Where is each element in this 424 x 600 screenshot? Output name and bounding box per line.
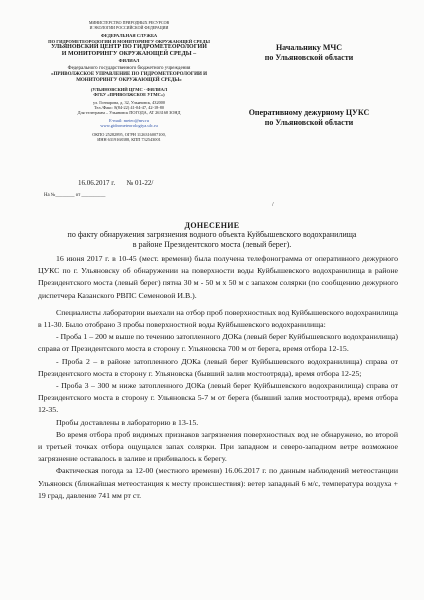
report-body: [38, 253, 398, 502]
document-subtitle: по факту обнаружения загрязнения водного объекта Куйбышевского водохранилища: [67, 230, 357, 239]
recipient-line: Начальнику МЧС: [275, 43, 343, 52]
doc-reference: На №________ от __________: [44, 193, 106, 198]
document-subtitle: в районе Президентского моста (левый берег).: [132, 240, 292, 249]
center-name-line: ФИЛИАЛ: [118, 58, 140, 64]
paragraph-delivery: Пробы доставлены в лабораторию в 13-15.: [56, 417, 199, 427]
handwritten-mark: /: [272, 202, 274, 208]
recipient-line: по Ульяновской области: [264, 118, 354, 127]
paragraph-sample-3: - Проба 3 – 300 м ниже затопленного ДОКа (левый берег Куйбышевского водохранилища) справа от Президентского моста в сторону г. Ульяновска 5-7 м от берега (бывший залив мостоотряда), время отбора 12-35.: [38, 381, 398, 415]
ministry-line: И ЭКОЛОГИИ РОССИЙСКОЙ ФЕДЕРАЦИИ: [89, 25, 169, 30]
doc-date: 16.06.2017 г.: [78, 179, 116, 187]
federal-service-line: ФЕДЕРАЛЬНАЯ СЛУЖБА: [100, 33, 158, 38]
doc-number: № 01-22/: [126, 179, 154, 187]
date-number-line: [78, 179, 153, 187]
institution-line: МОНИТОРИНГУ ОКРУЖАЮЩЕЙ СРЕДЫ»: [76, 77, 182, 83]
recipient-line: Оперативному дежурному ЦУКС: [248, 108, 370, 117]
paragraph-sampling: Специалисты лаборатории выехали на отбор проб поверхностных вод Куйбышевского водохранилища в 11-30. Было отобрано 3 пробы поверхностной воды Куйбышевского водохранилища:: [38, 307, 398, 330]
recipient-line: по Ульяновской области: [264, 53, 354, 62]
institution-line: «ПРИВОЛЖСКОЕ УПРАВЛЕНИЕ ПО ГИДРОМЕТЕОРОЛОГИИ И: [50, 71, 208, 77]
center-name-line: УЛЬЯНОВСКИЙ ЦЕНТР ПО ГИДРОМЕТЕОРОЛОГИИ: [51, 44, 207, 51]
paragraph-sample-1: - Проба 1 – 200 м выше по течению затопленного ДОКа (левый берег Куйбышевского водохранилища) справа от Президентского моста в сторону г. Ульяновска 700 м от берега, время отбора 12-15.: [38, 332, 398, 354]
center-name-line: И МОНИТОРИНГУ ОКРУЖАЮЩЕЙ СРЕДЫ –: [61, 51, 197, 58]
institution-line: Федерального государственного бюджетного учреждения: [67, 65, 191, 71]
paragraph-sample-2: - Проба 2 – в районе затопленного ДОКа (левый берег Куйбышевского водохранилища) справа от Президентского моста в сторону г. Ульяновска (бывший залив мостоотряда), время отбора 12-25;: [38, 356, 398, 378]
recipient-tsuks: [234, 108, 384, 128]
abbr-line: (УЛЬЯНОВСКИЙ ЦГМС - ФИЛИАЛ: [90, 86, 168, 92]
federal-service-line: ПО ГИДРОМЕТЕОРОЛОГИИ И МОНИТОРИНГУ ОКРУЖАЮЩЕЙ СРЕДЫ: [48, 38, 210, 44]
website-link[interactable]: www.gidrometeorologiya.ulc.ru: [100, 123, 158, 129]
document-title: ДОНЕСЕНИЕ: [184, 221, 240, 230]
paragraph-weather: Фактическая погода за 12-00 (местного времени) 16.06.2017 г. по данным наблюдений метеостанции Ульяновск (ближайшая метеостанция к месту происшествия): ветер западный 6 м/с, температура воздуха + 19 град, давление 741 мм рт ст.: [38, 466, 398, 500]
contact-line: Для телеграмм – Ульяновск ПОГОДА, AT 263168 ЗОНД: [77, 110, 181, 116]
email-link[interactable]: E-mail: meteo@mv.ru: [108, 117, 150, 123]
document-title-block: [0, 221, 424, 250]
letterhead: [24, 20, 234, 142]
codes-line: ОКПО 25282895, ОГРН 1126316007100,: [92, 131, 166, 137]
ministry-line: МИНИСТЕРСТВО ПРИРОДНЫХ РЕСУРСОВ: [88, 20, 170, 25]
contact-line: ул. Гончарова, д. 32, Ульяновск, 432000: [92, 99, 166, 105]
recipient-mchs: [234, 43, 384, 63]
codes-line: ИНН 6319168388, КПП 732543001: [97, 136, 161, 142]
abbr-line: ФГБУ «ПРИВОЛЖСКОЕ УГМС»): [93, 92, 165, 98]
paragraph-findings: Во время отбора проб видимых признаков загрязнения поверхностных вод не обнаружено, во второй и третьей точках отбора ощущался запах солярки. При западном и северо-западном ветре возможное загрязнение оставалось в заливе и прибивалось к берегу.: [38, 429, 398, 464]
contact-line: Тел./Факс: 8(84-22) 41-04-47, 42-18-80: [93, 105, 164, 111]
paragraph-report: 16 июня 2017 г. в 10-45 (мест. времени) была получена телефонограмма от оперативного дежурного ЦУКС по г. Ульяновску об обнаружении на поверхности воды Куйбышевского водохранилища в районе Президентского моста (левый берег) пятна 30 м - 50 м х 50 м с запахом солярки (по сообщению дежурного диспетчера Казанского РВПС Семеновой И.В.).: [38, 254, 398, 300]
